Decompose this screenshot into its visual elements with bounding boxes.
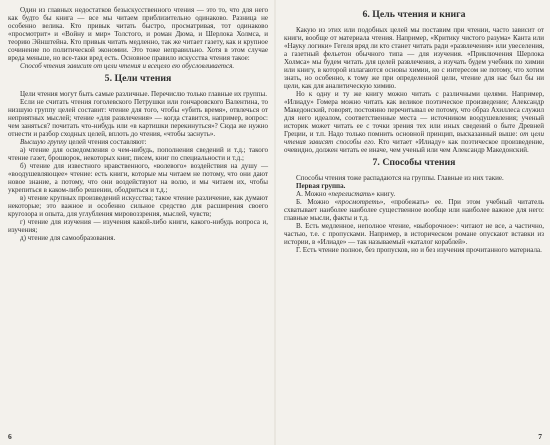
italic-phrase: просмотреть	[338, 198, 380, 207]
paragraph: Способы чтения тоже распадаются на группы. Главные из них такие.	[296, 174, 504, 183]
text-span: Б. Можно «	[296, 198, 339, 207]
page-number: 6	[8, 432, 12, 441]
text-span: А. Можно «	[296, 190, 332, 199]
emphasis-paragraph: Способ чтения зависит от цели чтения и всецело ею обусловливается.	[20, 62, 235, 71]
text-span: Но к одну и ту же книгу можно читать с различными целями. Например, «Илиаду» Гомера можно читать как великое поэтическое произведение; Александр Македонский, говорят, постоянно перечитывал ее потому, что образ Ахиллеса служил для него идеалом, соответственные места — источником воодушевления; ученый историк может читать ее с точки зрения тех или иных сведений о быте Древней Греции, и т.п. Надо только помнить основной принцип, высказанный выше:	[284, 90, 544, 139]
list-item-b: б) чтение для известного нравственного, «волевого» воздействия на душу — «воодушевляющее» чтение: есть книги, которые мы читаем не потому, что они дают новое знание, а потому, что они воздействуют на волю, и мы читаем их, чтобы укрепиться в каком-либо решении, ободриться и т.д.;	[8, 162, 268, 195]
paragraph: Если не считать чтения гоголевского Петрушки или гончаровского Валентина, то низшую группу целей составит: чтение для того, чтобы «убить время», отвлечься от неприятных мыслей; чтение «для развлечения» — когда ставится, например, вопрос: чем заняться? почитать что-нибудь или «в картишки перекинуться»? Сюда же нужно отнести и разбор сходных целей, вплоть до чтения, «чтобы заснуть».	[8, 98, 268, 139]
text-span: », «пробежать» ее. При этом учебный читатель схватывает наиболее наиболее существенное вообще или наиболее важное для него: главные мысли, факты и т.д.	[284, 198, 544, 223]
paragraph: Цели чтения могут быть самые различные. Перечислю только главные их группы.	[20, 90, 268, 99]
list-item-v: в) чтение крупных произведений искусства; такое чтение различение, как думают некоторые; это важное и особенно сильное средство для расширения своего кругозора и опыта, для углубления мировоззрения, мыслей, чувств;	[8, 194, 268, 219]
section-heading: 5. Цели чтения	[104, 73, 172, 85]
text-span: » книгу.	[371, 190, 396, 199]
method-g: Г. Есть чтение полное, без пропусков, но и без изучения прочитанного материала.	[296, 246, 542, 255]
italic-phrase: Высшую группу	[20, 138, 67, 147]
right-page	[276, 0, 550, 445]
section-heading: 6. Цель чтения и книга	[362, 9, 466, 20]
italic-phrase: перелистать	[331, 190, 372, 199]
paragraph: Один из главных недостатков безыскусственного чтения — это то, что для него как будто бы книга — все мы читаем приблизительно одинаково. Разница не особенно велика. Кто привык читать быстро, просматривая, тот одинаково «просмотрит» и «Войну и мир» Толстого, и роман Дюма, и Шерлока Холмса, и теорию Эйнштейна. Кто привык читать медленно, так же читает газету, как и крупное сочинение по политической экономии. Это тоже неправильно. Хотя в этом случае вреда меньше, но все-таки вред есть. Основное правило искусства чтения такое:	[8, 6, 268, 63]
left-page	[0, 0, 274, 445]
method-v: В. Есть медленное, неполное чтение, «выборочное»: читают не все, а частично, частью, т.е. с пропусками. Например, в историческом романе опускают вставки из истории, в «Илиаде» — так называемый «каталог кораблей».	[284, 222, 544, 247]
paragraph-higher-group	[8, 138, 268, 146]
text-span: Кто читает «Илиаду» как поэтическое произведение, очевидно, должен читать ее иначе, чем ученый или чем Александр Македонский.	[284, 138, 545, 155]
page-number: 7	[538, 432, 542, 441]
method-b	[284, 198, 544, 222]
paragraph	[284, 90, 544, 154]
list-item-a: а) чтение для осведомления о чем-нибудь, пополнения сведений и т.д.; такого чтение газет, брошюрок, некоторых книг, писем, книг по специальности и т.д.;	[8, 146, 268, 163]
list-item-g: г) чтение для изучения — изучения какой-либо книги, какого-нибудь вопроса и, изучения;	[8, 218, 268, 235]
italic-phrase: от цели чтения зависят способы его.	[284, 130, 545, 147]
text-span: целей чтения составляют:	[66, 138, 147, 147]
list-item-d: д) чтение для самообразования.	[20, 234, 116, 243]
paragraph: Какую из этих или подобных целей мы поставим при чтении, часто зависит от книги, вообще от материала чтения. Например, «Критику чистого разума» Канта или «Науку логики» Гегеля вряд ли кто станет читать ради «развлечения» или увеселения, а газетный фельетон обычного типа — для изучения. «Приключения Шерлока Холмса» мы будем читать для целей развлечения, а изучать будем учебник по химии или книгу, в которой излагаются основы химии, но с интересом не потому, что хотим знать, но особенно, к тому же при определенной цели, чтение для нас был бы ни цели, как для аналитическую химию.	[284, 26, 544, 91]
method-a	[284, 190, 544, 198]
group-heading: Первая группа.	[296, 182, 346, 191]
section-heading: 7. Способы чтения	[372, 157, 456, 169]
